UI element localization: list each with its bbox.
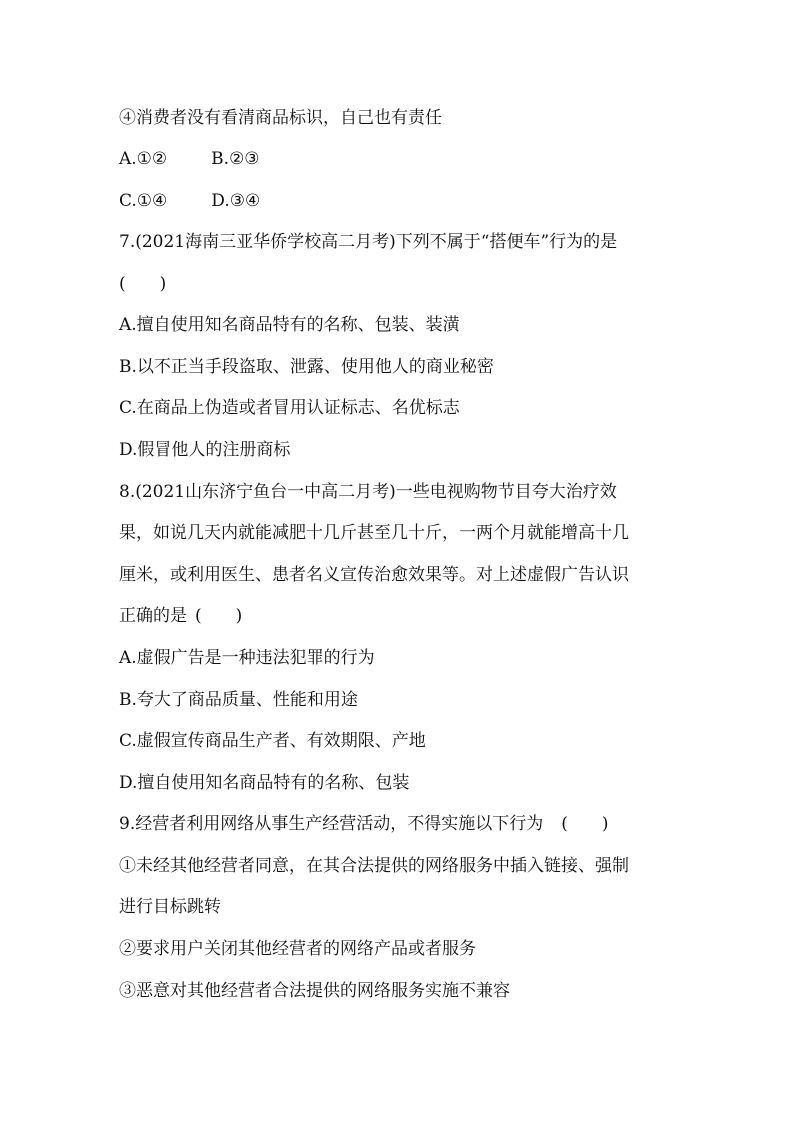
- q8-stem-tail: 正确的是: [119, 606, 187, 626]
- q8-stem-line-3: 厘米，或利用医生、患者名义宣传治愈效果等。对上述虚假广告认识: [119, 565, 629, 585]
- q6-option-d: D.③④: [211, 191, 261, 211]
- q8-option-a: A.虚假广告是一种违法犯罪的行为: [119, 648, 375, 668]
- q9-item-3: ③恶意对其他经营者合法提供的网络服务实施不兼容: [119, 981, 510, 1001]
- q7-option-c: C.在商品上伪造或者冒用认证标志、名优标志: [119, 398, 460, 418]
- q8-answer-paren: ( ): [195, 606, 243, 626]
- q7-stem: 7.(2021海南三亚华侨学校高二月考)下列不属于“搭便车”行为的是: [119, 232, 618, 252]
- q7-answer-paren: ( ): [119, 274, 167, 294]
- q9-item-1-line-2: 进行目标跳转: [119, 897, 221, 917]
- q7-option-b: B.以不正当手段盗取、泄露、使用他人的商业秘密: [119, 357, 494, 377]
- q9-stem: 9.经营者利用网络从事生产经营活动，不得实施以下行为: [119, 814, 544, 834]
- q8-stem-line-4: [119, 604, 242, 628]
- q6-item-4: ④消费者没有看清商品标识，自己也有责任: [119, 108, 442, 128]
- q9-answer-paren: ( ): [561, 814, 609, 834]
- q8-option-c: C.虚假宣传商品生产者、有效期限、产地: [119, 731, 426, 751]
- q7-option-a: A.擅自使用知名商品特有的名称、包装、装潢: [119, 315, 460, 335]
- q8-option-b: B.夸大了商品质量、性能和用途: [119, 690, 358, 710]
- q6-options-ab: [119, 147, 260, 171]
- q7-option-d: D.假冒他人的注册商标: [119, 440, 291, 460]
- q6-option-b: B.②③: [211, 149, 260, 169]
- q8-stem-line-1: 8.(2021山东济宁鱼台一中高二月考)一些电视购物节目夸大治疗效: [119, 482, 617, 502]
- q8-stem-line-2: 果，如说几天内就能减肥十几斤甚至几十斤，一两个月就能增高十几: [119, 523, 629, 543]
- q9-stem-line: [119, 812, 608, 836]
- q6-option-c: C.①④: [119, 191, 168, 211]
- q9-item-1-line-1: ①未经其他经营者同意，在其合法提供的网络服务中插入链接、强制: [119, 856, 629, 876]
- q8-option-d: D.擅自使用知名商品特有的名称、包装: [119, 773, 410, 793]
- q6-options-cd: [119, 189, 260, 213]
- q6-option-a: A.①②: [119, 149, 168, 169]
- q9-item-2: ②要求用户关闭其他经营者的网络产品或者服务: [119, 939, 476, 959]
